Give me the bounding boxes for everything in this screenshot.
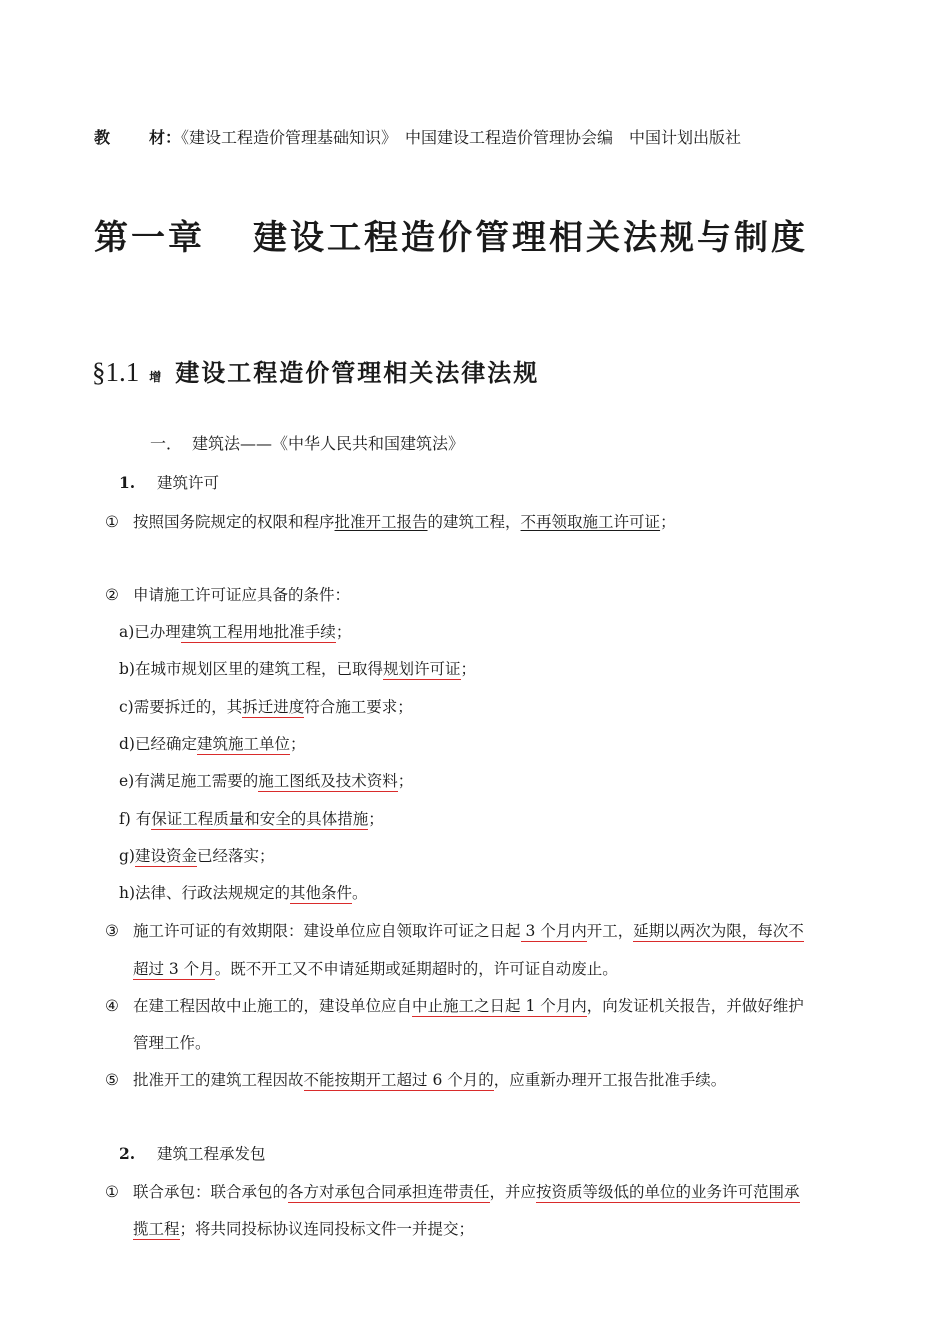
text: ，应重新办理开工报告批准手续。 xyxy=(493,1071,727,1089)
highlighted-text: 规划许可证 xyxy=(382,660,461,678)
text: 开工， xyxy=(586,922,634,940)
text: g) xyxy=(119,847,135,865)
paragraph-4 xyxy=(105,995,804,1017)
section-mark: 增 xyxy=(149,370,164,384)
highlighted-text: 其他条件 xyxy=(290,884,353,902)
item-number: 1. xyxy=(119,473,136,492)
textbook-label-1: 教 xyxy=(94,128,111,147)
text: ； xyxy=(460,660,477,678)
item-heading-2 xyxy=(119,1143,266,1165)
underlined-text: 不再领取施工许可证 xyxy=(520,513,661,531)
condition-e xyxy=(119,770,413,792)
subsection-text: 建筑法——《中华人民共和国建筑法》 xyxy=(192,434,465,453)
circled-number: ① xyxy=(105,513,119,531)
item-number: 2. xyxy=(119,1144,136,1163)
text: 。既不开工又不申请延期或延期超时的，许可证自动废止。 xyxy=(214,960,618,978)
condition-g xyxy=(119,845,275,867)
text: 施工许可证的有效期限：建设单位应自领取许可证之日起 xyxy=(133,922,521,940)
text: 按照国务院规定的权限和程序 xyxy=(133,513,335,531)
highlighted-text: 建筑工程用地批准手续 xyxy=(180,623,336,641)
chapter-title xyxy=(94,215,808,261)
highlighted-text: 保证工程质量和安全的具体措施 xyxy=(151,810,369,828)
highlighted-text: 建筑施工单位 xyxy=(196,735,290,753)
condition-h xyxy=(119,882,368,904)
paragraph-3-cont xyxy=(133,958,618,980)
section-title xyxy=(92,356,539,393)
paragraph-3 xyxy=(105,920,804,942)
text: h)法律、行政法规规定的 xyxy=(119,884,291,902)
highlighted-text: 建设资金 xyxy=(134,847,197,865)
text: 的建筑工程， xyxy=(427,513,521,531)
text: ； xyxy=(290,735,306,753)
text: c)需要拆迁的，其 xyxy=(119,698,243,716)
subsection-heading xyxy=(150,433,464,455)
text: 联合承包：联合承包的 xyxy=(133,1183,289,1201)
text: 管理工作。 xyxy=(133,1034,211,1052)
text: ； xyxy=(397,772,414,790)
text: a)已办理 xyxy=(119,623,181,641)
highlighted-text: 超过 3 个月 xyxy=(133,960,215,978)
text: b)在城市规划区里的建筑工程，已取得 xyxy=(119,660,383,678)
condition-a xyxy=(119,621,351,643)
item-heading-1 xyxy=(119,472,219,494)
section-name: 建设工程造价管理相关法律法规 xyxy=(175,359,540,387)
text: f) 有 xyxy=(119,810,152,828)
underlined-text: 批准开工报告 xyxy=(334,513,428,531)
text: 已经落实； xyxy=(197,847,275,865)
text: d)已经确定 xyxy=(119,735,197,753)
condition-b xyxy=(119,658,476,680)
highlighted-text: 拆迁进度 xyxy=(242,698,305,716)
condition-d xyxy=(119,733,306,755)
paragraph-5 xyxy=(105,1069,726,1091)
highlighted-text: 3 个月内 xyxy=(520,922,587,940)
subsection-number: 一． xyxy=(150,434,183,453)
condition-f xyxy=(119,808,384,830)
chapter-number: 第一章 xyxy=(94,218,205,258)
text: ，向发证机关报告，并做好维护 xyxy=(586,997,804,1015)
text: ；将共同投标协议连同投标文件一并提交； xyxy=(179,1220,475,1238)
text: 批准开工的建筑工程因故 xyxy=(133,1071,304,1089)
highlighted-text: 延期以两次为限，每次不 xyxy=(633,922,804,940)
condition-c xyxy=(119,696,413,718)
highlighted-text: 不能按期开工超过 6 个月的 xyxy=(303,1071,494,1089)
text: 申请施工许可证应具备的条件： xyxy=(133,586,351,604)
section-number: §1.1 xyxy=(92,357,140,387)
circled-number: ④ xyxy=(105,997,119,1015)
text: e)有满足施工需要的 xyxy=(119,772,259,790)
text: 。 xyxy=(352,884,368,902)
item-title: 建筑许可 xyxy=(157,474,220,492)
circled-number: ① xyxy=(105,1183,119,1201)
paragraph-6 xyxy=(105,1181,800,1203)
highlighted-text: 施工图纸及技术资料 xyxy=(258,772,398,790)
paragraph-2 xyxy=(105,584,350,606)
text: 符合施工要求； xyxy=(304,698,413,716)
text: ； xyxy=(368,810,384,828)
text: 在建工程因故中止施工的，建设单位应自 xyxy=(133,997,413,1015)
paragraph-6-cont xyxy=(133,1218,474,1240)
highlighted-text: 揽工程 xyxy=(133,1220,180,1238)
circled-number: ② xyxy=(105,586,119,604)
textbook-info-line xyxy=(94,127,741,149)
chapter-name: 建设工程造价管理相关法规与制度 xyxy=(253,218,808,258)
circled-number: ③ xyxy=(105,922,119,940)
text: ，并应 xyxy=(489,1183,537,1201)
paragraph-1 xyxy=(105,511,676,533)
text: ； xyxy=(660,513,676,531)
item-title: 建筑工程承发包 xyxy=(157,1145,266,1163)
highlighted-text: 各方对承包合同承担连带责任 xyxy=(288,1183,490,1201)
text: ； xyxy=(335,623,352,641)
textbook-info: 《建设工程造价管理基础知识》 中国建设工程造价管理协会编 中国计划出版社 xyxy=(181,128,742,147)
highlighted-text: 中止施工之日起 1 个月内 xyxy=(412,997,587,1015)
textbook-label-2: 材： xyxy=(149,128,182,147)
highlighted-text: 按资质等级低的单位的业务许可范围承 xyxy=(536,1183,800,1201)
circled-number: ⑤ xyxy=(105,1071,119,1089)
paragraph-4-cont xyxy=(133,1032,211,1054)
